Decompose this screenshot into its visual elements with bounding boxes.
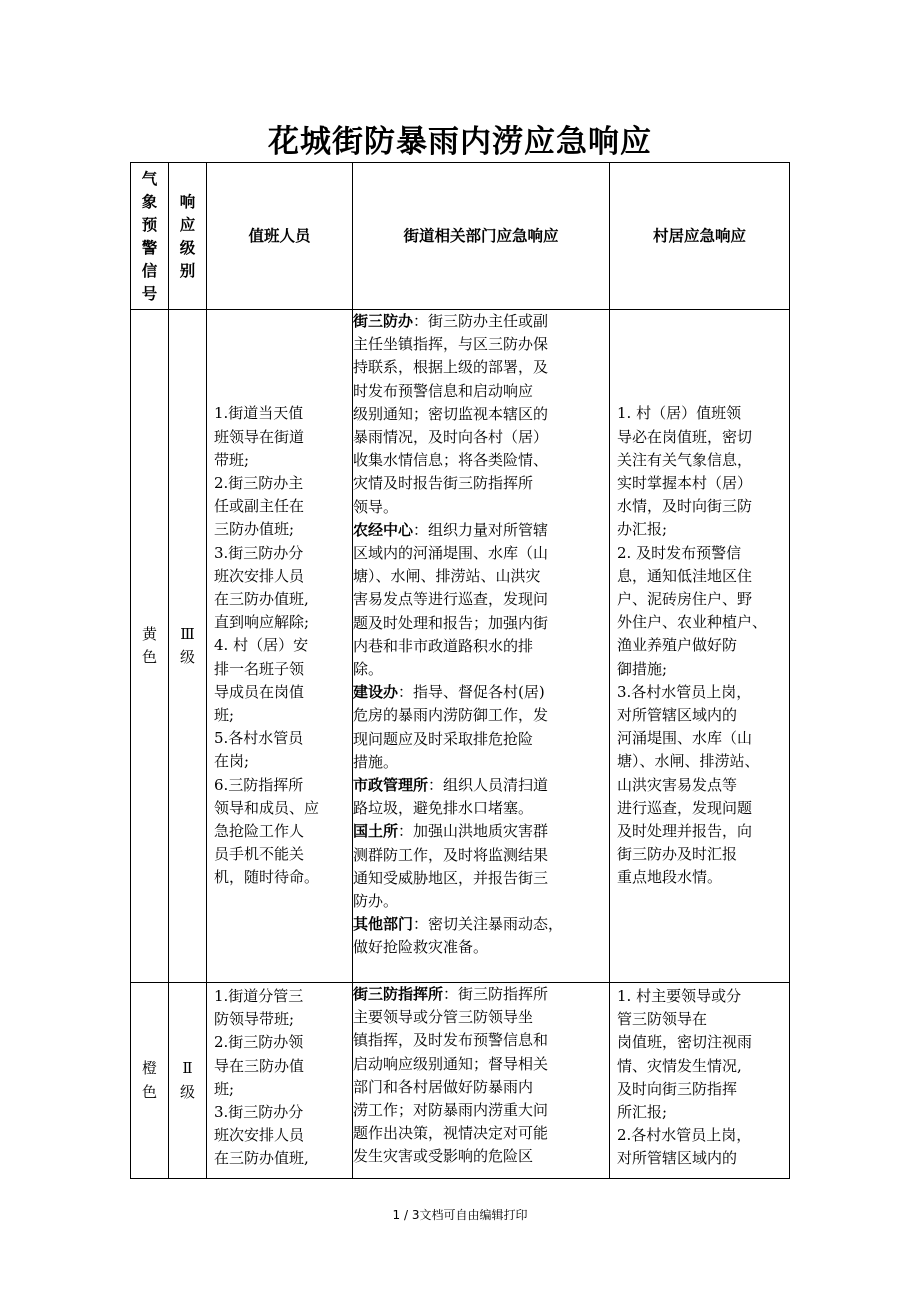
- duty-text-line: 急抢险工作人: [214, 822, 305, 841]
- duty-text-line: 班;: [214, 706, 235, 724]
- duty-text-line: 班领导在街道: [214, 427, 305, 446]
- duty-cell: [207, 983, 353, 1179]
- page-footer: 1 / 3文档可自由编辑打印: [392, 1208, 528, 1222]
- duty-text-line: 直到响应解除;: [214, 613, 310, 632]
- table-header-row: [131, 163, 790, 310]
- header-duty-label: 值班人员: [248, 225, 311, 245]
- table-row-orange: [131, 983, 790, 1179]
- level-text: 级: [179, 1082, 195, 1101]
- level-cell: [169, 983, 207, 1179]
- dept-text-line: 通知受威胁地区，并报告街三: [353, 868, 549, 887]
- dept-text-line: 主要领导或分管三防领导坐: [353, 1008, 534, 1027]
- dept-text-line: 灾情及时报告街三防指挥所: [353, 474, 534, 493]
- signal-text: 色: [141, 648, 157, 666]
- header-signal-char: 气: [141, 169, 158, 188]
- village-text-line: 及时向街三防指挥: [617, 1079, 738, 1098]
- dept-text-line: 街三防指挥所：街三防指挥所: [353, 985, 549, 1003]
- duty-text-line: 机，随时待命。: [214, 868, 320, 887]
- village-text-line: 御措施;: [617, 659, 668, 678]
- village-text-line: 3.各村水管员上岗，: [617, 682, 752, 701]
- signal-text: 橙: [141, 1059, 157, 1078]
- header-level-char: 别: [179, 261, 196, 280]
- dept-name: 街三防指挥所: [353, 985, 444, 1003]
- dept-text-line: 镇指挥，及时发布预警信息和: [353, 1031, 549, 1050]
- dept-text-line: 级别通知；密切监视本辖区的: [353, 404, 549, 423]
- duty-text-line: 在岗;: [214, 752, 250, 771]
- dept-name: 农经中心: [353, 520, 414, 539]
- duty-text-line: 2.街三防办主: [214, 473, 304, 492]
- header-level-char: 应: [179, 215, 196, 234]
- village-text-line: 实时掌握本村（居）: [617, 473, 753, 492]
- dept-text-line: 防办。: [353, 892, 399, 911]
- duty-text-line: 班;: [214, 1079, 235, 1098]
- dept-text-line: 区域内的河涌堤围、水库（山: [353, 544, 549, 563]
- signal-text: 黄: [141, 624, 157, 643]
- duty-cell: [207, 310, 353, 983]
- duty-text-line: 排一名班子领: [214, 659, 305, 678]
- village-text-line: 2.各村水管员上岗，: [617, 1126, 752, 1145]
- duty-text-line: 5.各村水管员: [214, 729, 304, 748]
- dept-text-line: 启动响应级别通知；督导相关: [353, 1054, 549, 1073]
- dept-text-line: 塘）、水闸、排涝站、山洪灾: [353, 567, 541, 586]
- dept-text-line: 除。: [353, 660, 384, 679]
- duty-text-line: 2.街三防办领: [214, 1033, 304, 1052]
- dept-text-line: 发生灾害或受影响的危险区: [353, 1147, 534, 1166]
- duty-text-line: 三防办值班;: [214, 520, 295, 539]
- header-signal-char: 号: [141, 284, 158, 303]
- duty-text-line: 1.街道当天值: [214, 404, 304, 423]
- dept-text-line: 测群防工作，及时将监测结果: [353, 845, 549, 864]
- header-signal-char: 警: [141, 238, 158, 257]
- dept-text-line: 领导。: [353, 497, 399, 516]
- dept-text-line: 现问题应及时采取排危抢险: [353, 729, 534, 748]
- village-text-line: 渔业养殖户做好防: [617, 636, 738, 655]
- dept-text-line: 害易发点等进行巡查，发现问: [353, 590, 549, 609]
- dept-text-line: 建设办：指导、督促各村(居): [353, 683, 545, 702]
- village-text-line: 户、泥砖房住户、野: [617, 589, 753, 608]
- dept-name: 其他部门: [353, 915, 414, 934]
- village-text-line: 外住户、农业种植户、: [617, 613, 768, 632]
- header-duty: [207, 163, 353, 310]
- village-text-line: 塘）、水闸、排涝站、: [617, 752, 760, 771]
- duty-text-line: 员手机不能关: [214, 845, 305, 864]
- village-text-line: 山洪灾害易发点等: [617, 775, 738, 794]
- village-cell: [610, 983, 790, 1179]
- dept-text-line: 路垃圾，避免排水口堵塞。: [353, 799, 534, 818]
- level-cell: [169, 310, 207, 983]
- village-text-line: 导必在岗值班，密切: [617, 427, 753, 446]
- village-text-line: 岗值班，密切注视雨: [617, 1033, 753, 1052]
- village-text-line: 关注有关气象信息，: [617, 450, 753, 469]
- village-text-line: 1. 村（居）值班领: [617, 404, 742, 423]
- level-text: Ⅲ: [180, 624, 195, 643]
- dept-name: 街三防办: [353, 312, 414, 330]
- dept-text-line: 危房的暴雨内涝防御工作，发: [353, 706, 549, 725]
- dept-text-line: 部门和各村居做好防暴雨内: [353, 1077, 534, 1096]
- header-village: [610, 163, 790, 310]
- dept-name: 国土所: [353, 822, 399, 841]
- header-level: [169, 163, 207, 310]
- duty-text-line: 1.街道分管三: [214, 987, 304, 1005]
- signal-text: 色: [141, 1082, 157, 1101]
- dept-text-line: 题作出决策，视情决定对可能: [353, 1124, 549, 1143]
- header-dept-label: 街道相关部门应急响应: [403, 225, 559, 245]
- dept-cell: [353, 310, 610, 983]
- duty-text-line: 导在三防办值: [214, 1056, 305, 1075]
- dept-text-line: 市政管理所：组织人员清扫道: [353, 776, 549, 795]
- dept-text-line: 主任坐镇指挥，与区三防办保: [353, 335, 549, 354]
- dept-text-line: 内巷和非市政道路积水的排: [353, 636, 534, 655]
- village-text-line: 管三防领导在: [617, 1010, 708, 1029]
- village-text-line: 进行巡查，发现问题: [617, 798, 753, 817]
- signal-cell: [131, 983, 169, 1179]
- duty-text-line: 班次安排人员: [214, 1126, 305, 1145]
- village-text-line: 河涌堤围、水库（山: [617, 729, 753, 748]
- level-text: Ⅱ: [182, 1059, 193, 1078]
- header-level-char: 响: [179, 192, 196, 211]
- village-cell: [610, 310, 790, 983]
- signal-cell: [131, 310, 169, 983]
- village-text-line: 重点地段水情。: [617, 868, 723, 887]
- dept-name: 市政管理所: [353, 776, 429, 795]
- duty-text-line: 在三防办值班,: [214, 589, 309, 608]
- header-signal: [131, 163, 169, 310]
- duty-text-line: 6.三防指挥所: [214, 775, 304, 794]
- village-text-line: 1. 村主要领导或分: [617, 987, 742, 1005]
- dept-text-line: 持联系，根据上级的部署，及: [353, 358, 549, 377]
- duty-text-line: 导成员在岗值: [214, 682, 305, 701]
- level-text: 级: [179, 648, 195, 666]
- village-text-line: 对所管辖区域内的: [617, 706, 738, 724]
- village-text-line: 息，通知低洼地区住: [617, 566, 753, 585]
- emergency-response-table: [130, 162, 790, 1179]
- village-text-line: 情、灾情发生情况,: [617, 1056, 742, 1075]
- header-signal-char: 信: [141, 261, 158, 280]
- dept-name: 建设办: [353, 683, 399, 702]
- dept-text-line: 国土所：加强山洪地质灾害群: [353, 822, 549, 841]
- dept-text-line: 暴雨情况，及时向各村（居）: [353, 428, 549, 447]
- dept-text-line: 做好抢险救灾准备。: [353, 938, 489, 957]
- village-text-line: 水情，及时向街三防: [617, 497, 753, 516]
- header-level-char: 级: [179, 238, 196, 257]
- dept-text-line: 措施。: [353, 752, 399, 771]
- village-text-line: 对所管辖区域内的: [617, 1149, 738, 1168]
- duty-text-line: 3.街三防办分: [214, 1103, 304, 1122]
- village-text-line: 2. 及时发布预警信: [617, 543, 742, 562]
- dept-text-line: 街三防办：街三防办主任或副: [353, 312, 549, 330]
- dept-text-line: 涝工作；对防暴雨内涝重大问: [353, 1101, 549, 1120]
- dept-text-line: 收集水情信息；将各类险情、: [353, 451, 549, 470]
- header-village-label: 村居应急响应: [652, 225, 746, 245]
- duty-text-line: 在三防办值班,: [214, 1149, 309, 1168]
- duty-text-line: 带班;: [214, 450, 250, 469]
- dept-text-line: 时发布预警信息和启动响应: [353, 381, 534, 400]
- dept-cell: [353, 983, 610, 1179]
- duty-text-line: 班次安排人员: [214, 566, 305, 585]
- duty-text-line: 4. 村（居）安: [214, 636, 309, 655]
- duty-text-line: 任或副主任在: [214, 497, 305, 516]
- duty-text-line: 防领导带班;: [214, 1010, 295, 1029]
- village-text-line: 街三防办及时汇报: [617, 845, 738, 864]
- page-title: 花城街防暴雨内涝应急响应: [268, 124, 652, 160]
- duty-text-line: 领导和成员、应: [214, 798, 320, 817]
- duty-text-line: 3.街三防办分: [214, 543, 304, 562]
- village-text-line: 办汇报;: [617, 520, 668, 539]
- table-row-yellow: [131, 310, 790, 983]
- header-signal-char: 预: [141, 215, 158, 234]
- village-text-line: 及时处理并报告，向: [617, 822, 753, 841]
- header-signal-char: 象: [141, 192, 158, 211]
- dept-text-line: 题及时处理和报告；加强内街: [353, 613, 549, 632]
- village-text-line: 所汇报;: [617, 1103, 668, 1122]
- dept-text-line: 农经中心：组织力量对所管辖: [353, 520, 549, 539]
- dept-text-line: 其他部门：密切关注暴雨动态，: [353, 915, 564, 934]
- header-dept: [353, 163, 610, 310]
